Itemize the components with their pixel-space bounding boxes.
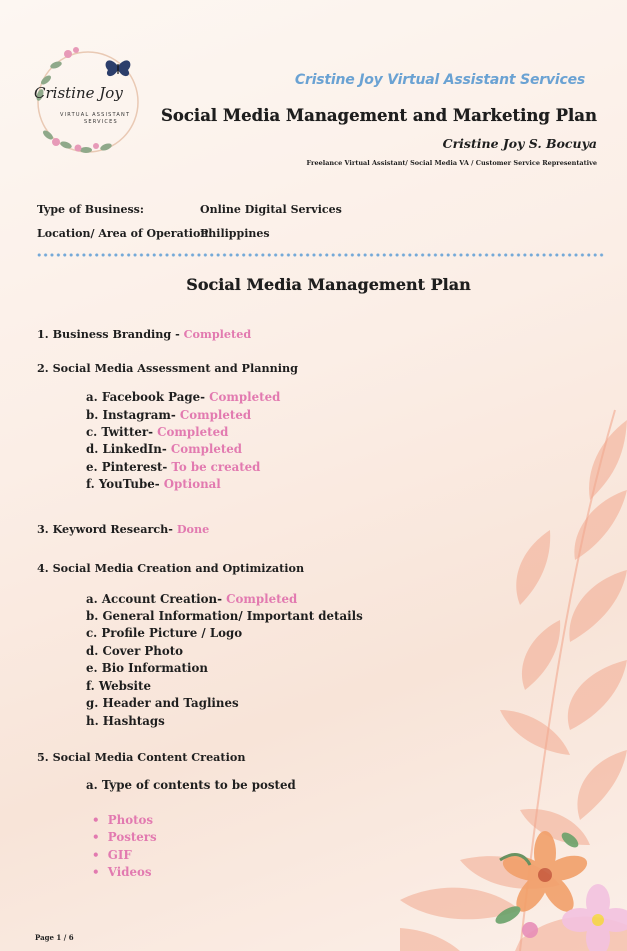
content-type-subheading: a. Type of contents to be posted	[86, 778, 296, 792]
page-number: Page 1 / 6	[35, 933, 74, 942]
status-badge: Done	[176, 522, 210, 536]
logo-name: Cristine Joy	[34, 84, 123, 102]
section-title: Social Media Management Plan	[186, 275, 471, 294]
list-item: c. Twitter- Completed	[86, 425, 229, 439]
list-item: d. LinkedIn- Completed	[86, 442, 243, 456]
list-item: a. Facebook Page- Completed	[86, 390, 281, 404]
list-item: f. YouTube- Optional	[86, 477, 221, 491]
bullet-item: • Videos	[92, 865, 152, 879]
list-item: b. General Information/ Important details	[86, 609, 363, 623]
section-1-heading: 1. Business Branding - Completed	[37, 327, 252, 341]
author-name: Cristine Joy S. Bocuya	[442, 136, 597, 151]
section-5-heading: 5. Social Media Content Creation	[37, 750, 246, 764]
section-3-heading: 3. Keyword Research- Done	[37, 522, 210, 536]
status-badge: Completed	[183, 327, 252, 341]
logo-tagline-2: SERVICES	[84, 119, 118, 125]
business-type-label: Type of Business:	[37, 203, 144, 216]
section-2-heading: 2. Social Media Assessment and Planning	[37, 361, 298, 375]
company-name: Cristine Joy Virtual Assistant Services	[294, 72, 585, 88]
bullet-item: • Posters	[92, 830, 157, 844]
logo-tagline-1: VIRTUAL ASSISTANT	[60, 112, 131, 118]
list-item: h. Hashtags	[86, 714, 165, 728]
list-item: f. Website	[86, 679, 151, 693]
section-4-heading: 4. Social Media Creation and Optimization	[37, 561, 305, 575]
list-item: d. Cover Photo	[86, 644, 184, 658]
list-item: c. Profile Picture / Logo	[86, 626, 243, 640]
location-label: Location/ Area of Operation:	[37, 227, 213, 240]
list-item: g. Header and Taglines	[86, 696, 239, 710]
decorative-flowers	[480, 820, 627, 951]
brand-logo	[26, 40, 166, 158]
list-item: b. Instagram- Completed	[86, 408, 252, 422]
author-role: Freelance Virtual Assistant/ Social Media VA / Customer Service Representative	[306, 159, 597, 167]
list-item: e. Pinterest- To be created	[86, 460, 261, 474]
bullet-item: • Photos	[92, 813, 154, 827]
location-value: Philippines	[200, 227, 270, 240]
dotted-divider	[36, 253, 604, 257]
bullet-item: • GIF	[92, 848, 132, 862]
document-title: Social Media Management and Marketing Plan	[160, 106, 597, 125]
list-item: a. Account Creation- Completed	[86, 592, 298, 606]
business-type-value: Online Digital Services	[200, 203, 342, 216]
list-item: e. Bio Information	[86, 661, 208, 675]
